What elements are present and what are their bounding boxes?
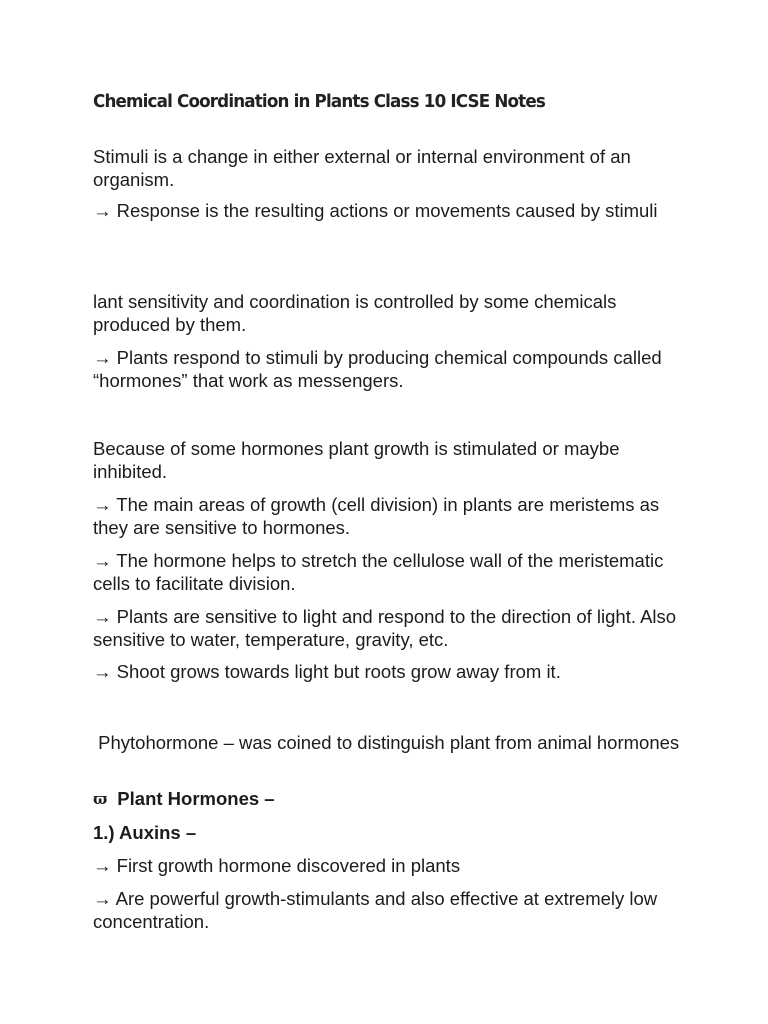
paragraph-light-sensitivity: → Plants are sensitive to light and respond to the direction of light. Also sensitive to water, temperature, gravity, etc. xyxy=(93,606,677,650)
paragraph-phytohormone: Phytohormone – was coined to distinguish plant from animal hormones xyxy=(93,732,680,753)
document-title: Chemical Coordination in Plants Class 10 ICSE Notes xyxy=(93,91,545,112)
paragraph-hormones-messengers: → Plants respond to stimuli by producing chemical compounds called “hormones” that work as messengers. xyxy=(93,347,662,391)
heading-auxins: 1.) Auxins – xyxy=(93,822,197,843)
paragraph-growth-stimulated: Because of some hormones plant growth is stimulated or maybe inhibited. xyxy=(93,438,620,482)
paragraph-response: → Response is the resulting actions or movements caused by stimuli xyxy=(93,200,658,221)
auxins-point-1: → First growth hormone discovered in plants xyxy=(93,855,461,876)
heading-plant-hormones xyxy=(93,787,693,812)
bullet-glyph: ϖ xyxy=(93,790,108,808)
paragraph-meristems: → The main areas of growth (cell division) in plants are meristems as they are sensitive to hormones. xyxy=(93,494,660,538)
paragraph-stimuli: Stimuli is a change in either external or internal environment of an organism. xyxy=(93,146,631,190)
paragraph-plant-sensitivity: lant sensitivity and coordination is controlled by some chemicals produced by them. xyxy=(93,291,617,335)
paragraph-cellulose-wall: → The hormone helps to stretch the cellulose wall of the meristematic cells to facilitate division. xyxy=(93,550,664,594)
heading-plant-hormones-label: Plant Hormones – xyxy=(117,788,275,809)
auxins-point-2: → Are powerful growth-stimulants and also effective at extremely low concentration. xyxy=(93,888,658,932)
paragraph-shoot-roots: → Shoot grows towards light but roots grow away from it. xyxy=(93,661,561,682)
